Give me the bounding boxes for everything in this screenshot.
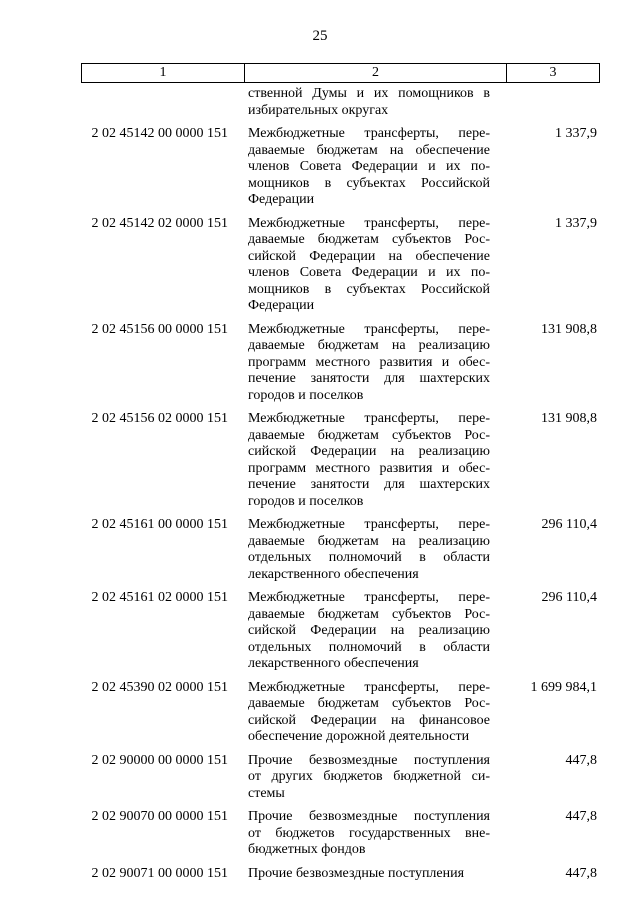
description-line: даваемые бюджетам на реализацию xyxy=(248,533,490,549)
description xyxy=(248,86,490,119)
table-row xyxy=(81,590,600,673)
description-line: Прочие безвозмездные поступления xyxy=(248,809,490,824)
amount: 296 110,4 xyxy=(541,517,597,532)
budget-code: 2 02 45390 02 0000 151 xyxy=(91,679,228,695)
budget-code: 2 02 90070 00 0000 151 xyxy=(91,809,228,824)
description-line: от бюджетов государственных вне- xyxy=(248,825,490,841)
description-line: ственной Думы и их помощников в xyxy=(248,86,490,101)
description-line: Межбюджетные трансферты, пере- xyxy=(248,126,490,141)
description-line: сийской Федерации на финансовое xyxy=(248,712,490,728)
description xyxy=(248,809,490,859)
description-line: Межбюджетные трансферты, пере- xyxy=(248,590,490,605)
description-line: Федерации xyxy=(248,192,315,207)
budget-code: 2 02 45156 00 0000 151 xyxy=(91,321,228,337)
header-col-1: 1 xyxy=(82,64,245,82)
header-col-3: 3 xyxy=(549,65,557,80)
budget-code: 2 02 45161 02 0000 151 xyxy=(91,590,228,605)
description xyxy=(248,680,490,746)
description xyxy=(248,517,490,583)
description xyxy=(248,411,490,510)
table-row xyxy=(81,411,600,510)
description-line: даваемые бюджетам на обеспечение xyxy=(248,142,490,158)
description-line: программ местного развития и обес- xyxy=(248,460,490,476)
description-line: печение занятости для шахтерских xyxy=(248,477,490,492)
description-line: даваемые бюджетам на реализацию xyxy=(248,338,490,353)
amount: 1 337,9 xyxy=(555,215,597,231)
description-line: даваемые бюджетам субъектов Рос- xyxy=(248,606,490,622)
description-line: Межбюджетные трансферты, пере- xyxy=(248,215,490,231)
description-line: Прочие безвозмездные поступления xyxy=(248,865,465,881)
description-line: даваемые бюджетам субъектов Рос- xyxy=(248,696,490,711)
budget-code: 2 02 90071 00 0000 151 xyxy=(91,865,228,881)
description-line: Межбюджетные трансферты, пере- xyxy=(248,679,490,695)
budget-code: 2 02 45156 02 0000 151 xyxy=(91,411,228,426)
description-line: бюджетных фондов xyxy=(248,842,366,857)
description xyxy=(248,753,490,803)
description-line: Межбюджетные трансферты, пере- xyxy=(248,411,490,426)
description xyxy=(248,322,490,405)
description-line: городов и поселков xyxy=(248,387,364,403)
table-header xyxy=(81,63,600,83)
description-line: Межбюджетные трансферты, пере- xyxy=(248,517,490,532)
description-line: отдельных полномочий в области xyxy=(248,550,490,565)
description-line: даваемые бюджетам субъектов Рос- xyxy=(248,427,490,443)
description-line: избирательных округах xyxy=(248,102,389,118)
page-number: 25 xyxy=(312,28,328,44)
description xyxy=(248,216,490,315)
table-row xyxy=(81,517,600,583)
budget-code: 2 02 45161 00 0000 151 xyxy=(91,517,228,532)
description-line: сийской Федерации на обеспечение xyxy=(248,248,490,264)
description-line: отдельных полномочий в области xyxy=(248,639,490,655)
description-line: членов Совета Федерации и их по- xyxy=(248,159,490,174)
table-row xyxy=(81,866,600,883)
description xyxy=(248,126,490,209)
amount: 131 908,8 xyxy=(541,321,597,337)
table-row xyxy=(81,216,600,315)
budget-code: 2 02 45142 00 0000 151 xyxy=(91,126,228,141)
amount: 296 110,4 xyxy=(541,590,597,605)
table-row xyxy=(81,809,600,859)
description-line: стемы xyxy=(248,785,285,801)
description-line: мощников в субъектах Российской xyxy=(248,175,490,191)
amount: 1 699 984,1 xyxy=(530,679,597,695)
table-row xyxy=(81,753,600,803)
description-line: от других бюджетов бюджетной си- xyxy=(248,769,490,784)
description-line: даваемые бюджетам субъектов Рос- xyxy=(248,232,490,247)
description-line: программ местного развития и обес- xyxy=(248,354,490,370)
amount: 1 337,9 xyxy=(555,126,597,141)
description-line: Федерации xyxy=(248,298,315,313)
table-row xyxy=(81,680,600,746)
table-row xyxy=(81,126,600,209)
table-row xyxy=(81,86,600,119)
description-line: Межбюджетные трансферты, пере- xyxy=(248,321,490,337)
description-line: печение занятости для шахтерских xyxy=(248,371,490,386)
description-line: Прочие безвозмездные поступления xyxy=(248,752,490,768)
table-row xyxy=(81,322,600,405)
budget-code: 2 02 90000 00 0000 151 xyxy=(91,752,228,768)
description xyxy=(248,590,490,673)
amount: 131 908,8 xyxy=(541,411,597,426)
description-line: сийской Федерации на реализацию xyxy=(248,623,490,638)
amount: 447,8 xyxy=(565,809,597,824)
header-col-2: 2 xyxy=(245,64,507,82)
budget-code: 2 02 45142 02 0000 151 xyxy=(91,215,228,231)
description-line: обеспечение дорожной деятельности xyxy=(248,729,470,744)
description-line: сийской Федерации на реализацию xyxy=(248,444,490,459)
description-line: лекарственного обеспечения xyxy=(248,566,419,582)
amount: 447,8 xyxy=(565,752,597,768)
description xyxy=(248,866,490,883)
description-line: мощников в субъектах Российской xyxy=(248,281,490,297)
description-line: лекарственного обеспечения xyxy=(248,656,419,671)
description-line: городов и поселков xyxy=(248,493,364,509)
table-body xyxy=(81,86,600,889)
description-line: членов Совета Федерации и их по- xyxy=(248,265,490,280)
amount: 447,8 xyxy=(565,865,597,881)
